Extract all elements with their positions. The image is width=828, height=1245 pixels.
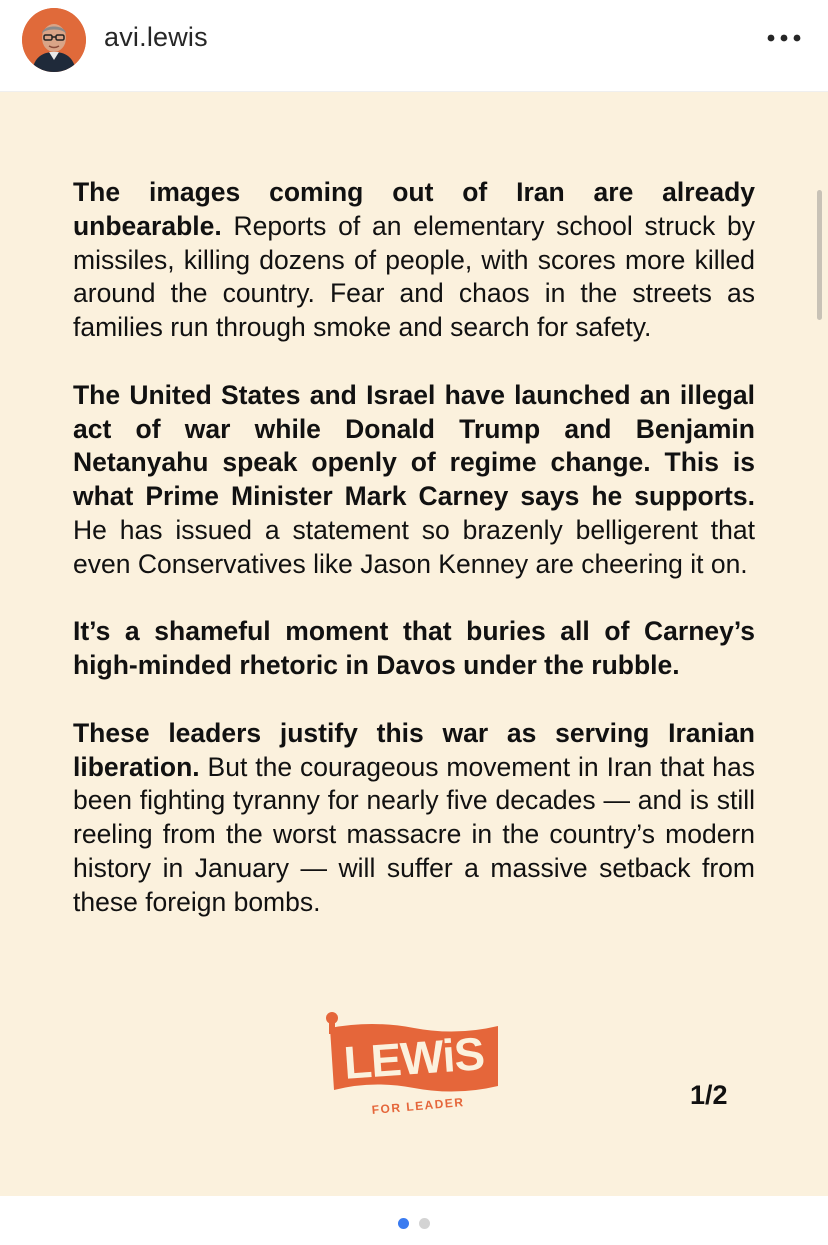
paragraph-bold: The images coming out of Iran are already unbearable. <box>73 177 755 241</box>
paragraph-2 <box>73 379 755 582</box>
post-header <box>0 0 828 92</box>
scrollbar-thumb[interactable] <box>817 190 822 320</box>
carousel-dots <box>0 1196 828 1245</box>
paragraph-bold: The United States and Israel have launched an illegal act of war while Donald Trump and Benjamin Netanyahu speak openly of regime change. This is what Prime Minister Mark Carney says he supports. <box>73 379 755 512</box>
paragraph-regular: He has issued a statement so brazenly belligerent that even Conservatives like Jason Kenney are cheering it on. <box>73 514 755 579</box>
logo-tagline: FOR LEADER <box>371 1094 466 1118</box>
paragraph-regular: Reports of an elementary school struck by missiles, killing dozens of people, with scores more killed around the country. Fear and chaos in the streets as families run through smoke and search for safety. <box>73 210 755 343</box>
paragraph-3 <box>73 615 755 683</box>
paragraph-bold: It’s a shameful moment that buries all of Carney’s high-minded rhetoric in Davos under the rubble. <box>73 616 755 681</box>
more-options-button[interactable] <box>760 20 808 56</box>
paragraph-1 <box>73 176 755 345</box>
paragraph-bold: These leaders justify this war as serving Iranian liberation. <box>73 717 755 782</box>
carousel-dot-active[interactable] <box>398 1218 409 1229</box>
more-horizontal-icon <box>767 34 801 42</box>
paragraph-regular: But the courageous movement in Iran that has been fighting tyranny for nearly five decades — and is still reeling from the worst massacre in the country’s modern history in January — will suffer a massive setback from these foreign bombs. <box>73 751 755 917</box>
username-link[interactable]: avi.lewis <box>104 22 208 52</box>
post-text <box>73 176 755 953</box>
post-image[interactable] <box>0 92 828 1196</box>
carousel-dot[interactable] <box>419 1218 430 1229</box>
logo-wordmark: LEWiS <box>342 1027 486 1089</box>
paragraph-4 <box>73 717 755 920</box>
page-indicator: 1/2 <box>690 1080 728 1110</box>
avatar[interactable] <box>22 8 86 72</box>
lewis-for-leader-logo <box>322 1010 506 1120</box>
